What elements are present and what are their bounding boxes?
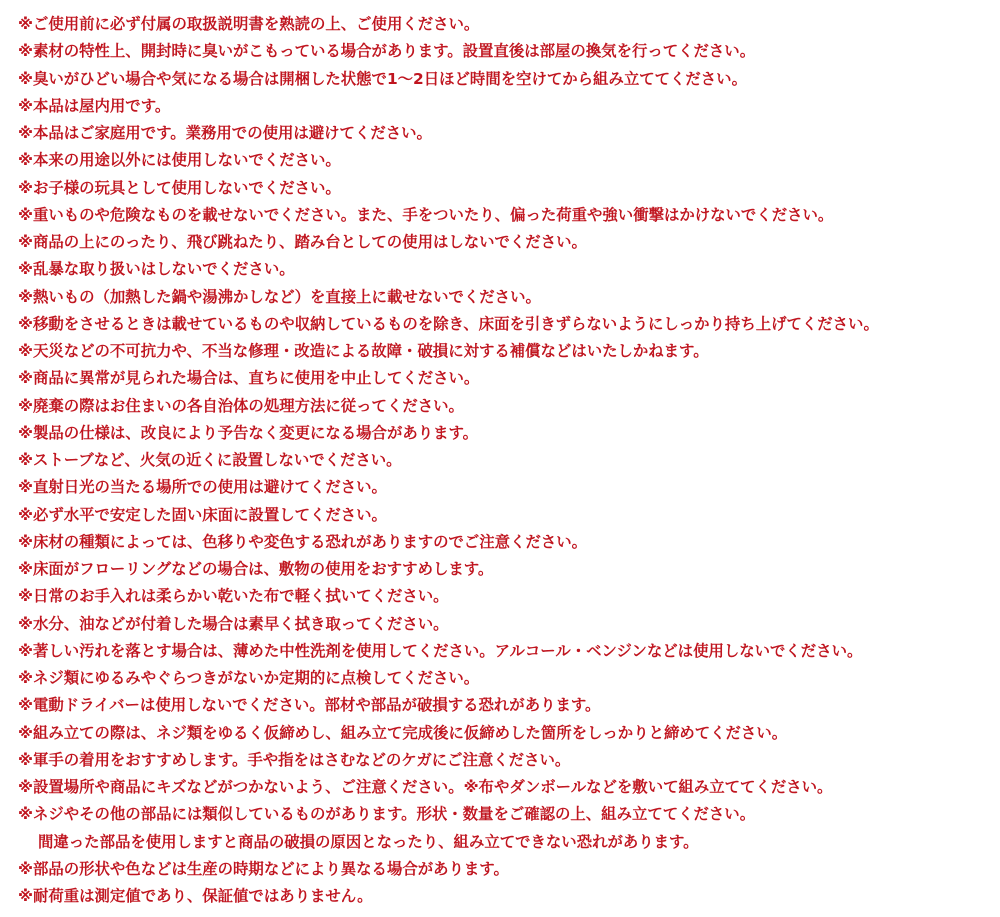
notice-line: ※軍手の着用をおすすめします。手や指をはさむなどのケガにご注意ください。	[18, 750, 571, 769]
notice-line: ※お子様の玩具として使用しないでください。	[18, 178, 341, 197]
notice-line: ※本品は屋内用です。	[18, 96, 171, 115]
notice-line: ※廃棄の際はお住まいの各自治体の処理方法に従ってください。	[18, 396, 464, 415]
notice-line: ※電動ドライバーは使用しないでください。部材や部品が破損する恐れがあります。	[18, 696, 601, 715]
notice-line: ※移動をさせるときは載せているものや収納しているものを除き、床面を引きずらないようにしっかり持ち上げてください。	[18, 314, 879, 333]
notice-line-continuation: 間違った部品を使用しますと商品の破損の原因となったり、組み立てできない恐れがあります。	[38, 832, 699, 851]
notice-line: ※水分、油などが付着した場合は素早く拭き取ってください。	[18, 614, 449, 633]
notice-line: ※ネジ類にゆるみやぐらつきがないか定期的に点検してください。	[18, 669, 480, 687]
notice-line: ※必ず水平で安定した固い床面に設置してください。	[18, 505, 387, 524]
notice-line: ※臭いがひどい場合や気になる場合は開梱した状態で1〜2日ほど時間を空けてから組み立ててください。	[18, 69, 747, 88]
notice-line: ※部品の形状や色などは生産の時期などにより異なる場合があります。	[18, 859, 509, 878]
notice-line: ※熱いもの（加熱した鍋や湯沸かしなど）を直接上に載せないでください。	[18, 287, 541, 306]
notice-line: ※天災などの不可抗力や、不当な修理・改造による故障・破損に対する補償などはいたしかねます。	[18, 342, 709, 360]
notice-line: ※商品の上にのったり、飛び跳ねたり、踏み台としての使用はしないでください。	[18, 233, 587, 251]
notice-line: ※床面がフローリングなどの場合は、敷物の使用をおすすめします。	[18, 560, 494, 578]
notice-line: ※日常のお手入れは柔らかい乾いた布で軽く拭いてください。	[18, 587, 449, 606]
notice-line: ※設置場所や商品にキズなどがつかないよう、ご注意ください。※布やダンボールなどを敷いて組み立ててください。	[18, 778, 833, 796]
notice-line: ※重いものや危険なものを載せないでください。また、手をついたり、偏った荷重や強い衝撃はかけないでください。	[18, 205, 834, 224]
notice-line: ※素材の特性上、開封時に臭いがこもっている場合があります。設置直後は部屋の換気を行ってください。	[18, 42, 756, 61]
notice-line: ※床材の種類によっては、色移りや変色する恐れがありますのでご注意ください。	[18, 532, 588, 551]
notice-line: ※本来の用途以外には使用しないでください。	[18, 151, 341, 170]
notice-line: ※本品はご家庭用です。業務用での使用は避けてください。	[18, 124, 432, 142]
notice-line: ※ご使用前に必ず付属の取扱説明書を熟読の上、ご使用ください。	[18, 15, 480, 33]
notice-line: ※耐荷重は測定値であり、保証値ではありません。	[18, 887, 373, 905]
notice-line: ※ネジやその他の部品には類似しているものがあります。形状・数量をご確認の上、組み立ててください。	[18, 805, 756, 824]
notice-line: ※ストーブなど、火気の近くに設置しないでください。	[18, 451, 402, 469]
notice-line: ※組み立ての際は、ネジ類をゆるく仮締めし、組み立て完成後に仮締めした箇所をしっかりと締めてください。	[18, 723, 788, 742]
notice-line: ※商品に異常が見られた場合は、直ちに使用を中止してください。	[18, 369, 480, 388]
notice-line: ※製品の仕様は、改良により予告なく変更になる場合があります。	[18, 423, 479, 442]
notice-line: ※著しい汚れを落とす場合は、薄めた中性洗剤を使用してください。アルコール・ベンジンなどは使用しないでください。	[18, 641, 863, 660]
notice-line: ※直射日光の当たる場所での使用は避けてください。	[18, 478, 387, 497]
notice-line: ※乱暴な取り扱いはしないでください。	[18, 260, 295, 279]
